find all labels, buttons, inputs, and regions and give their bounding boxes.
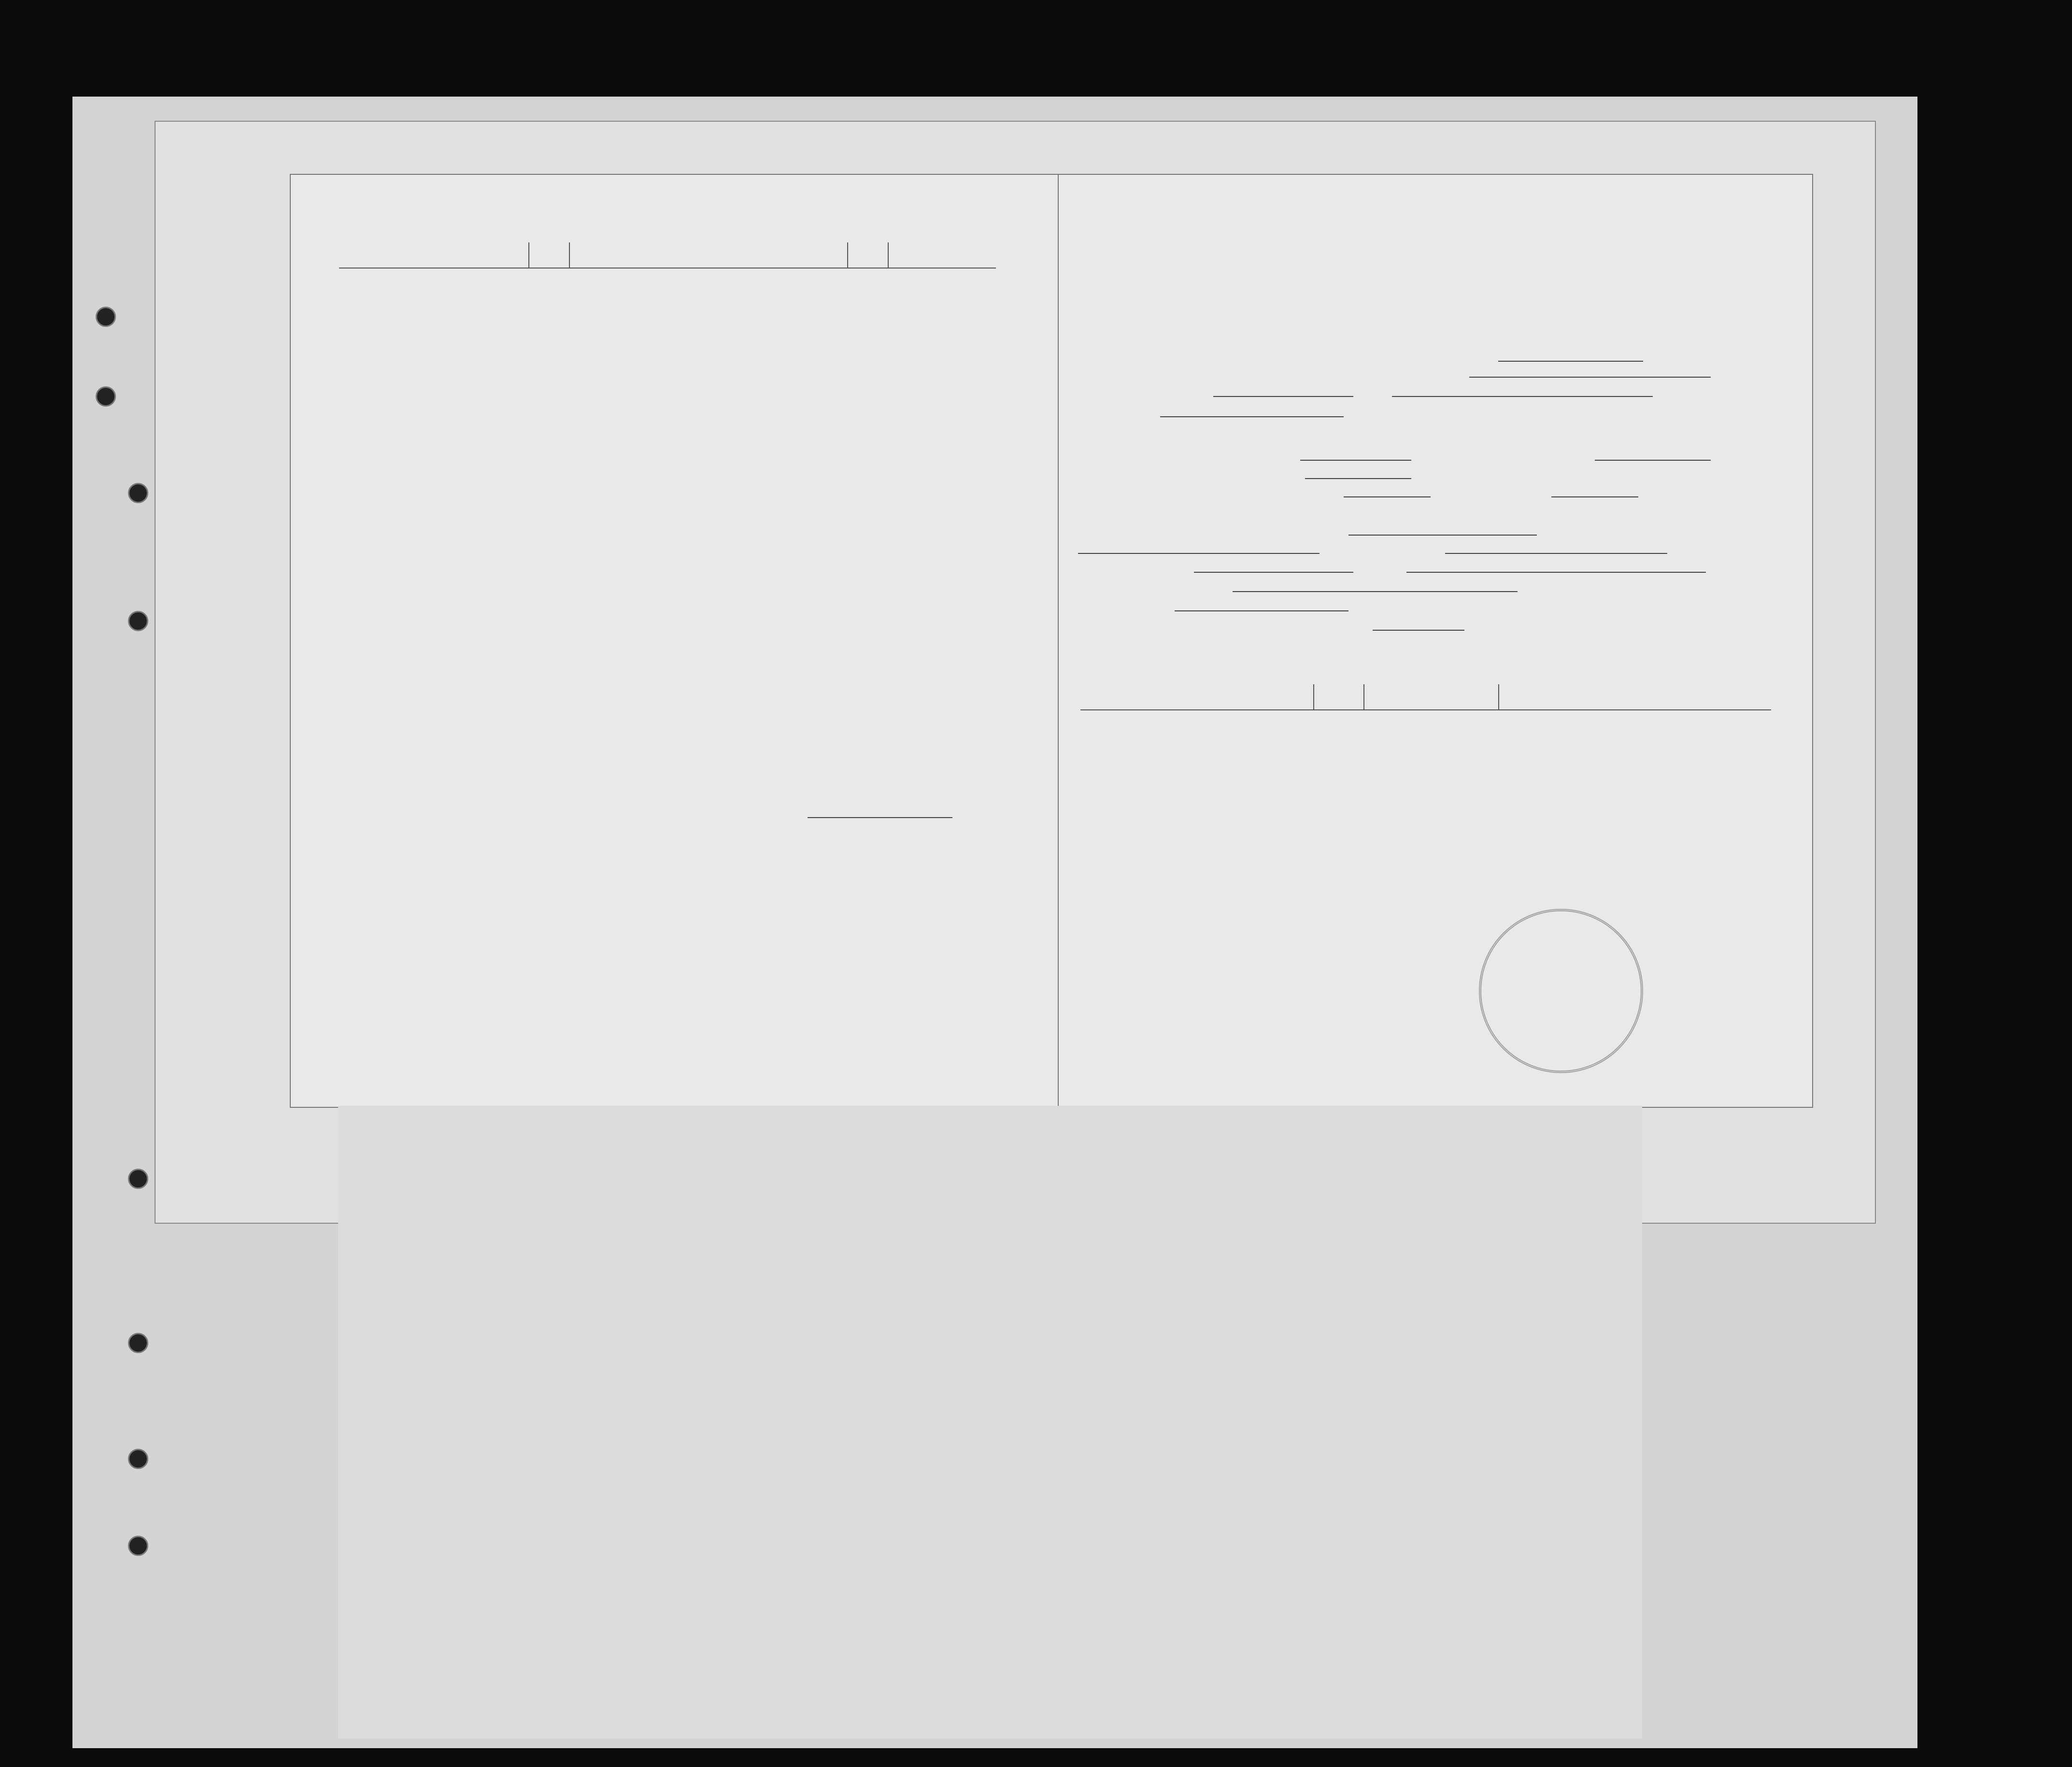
signed-on-table-right — [667, 242, 996, 269]
col-name-header — [1080, 684, 1314, 710]
right-page — [1058, 174, 1813, 1108]
left-page — [290, 174, 1069, 1108]
col-name-header — [339, 242, 529, 268]
punch-hole — [128, 483, 148, 503]
col-nationality-header — [888, 242, 996, 268]
punch-hole — [128, 611, 148, 631]
official-seal — [1479, 909, 1643, 1073]
deserting-seamen-table — [1080, 684, 1771, 710]
punch-hole — [128, 1449, 148, 1469]
punch-hole — [128, 1333, 148, 1353]
punch-hole — [96, 307, 116, 327]
manifest-data-columns — [338, 1106, 1642, 1739]
col-nationality-header — [569, 242, 667, 268]
footnote-note — [198, 1251, 227, 1753]
punch-hole — [128, 1169, 148, 1189]
col-when-header — [1499, 684, 1771, 710]
col-nationality-header — [1364, 684, 1499, 710]
col-age-header — [1314, 684, 1364, 710]
col-age-header — [529, 242, 569, 268]
punch-hole — [128, 1536, 148, 1556]
col-age-header — [848, 242, 888, 268]
signed-on-table-left — [339, 242, 667, 269]
punch-hole — [96, 386, 116, 407]
col-name-header — [667, 242, 848, 268]
